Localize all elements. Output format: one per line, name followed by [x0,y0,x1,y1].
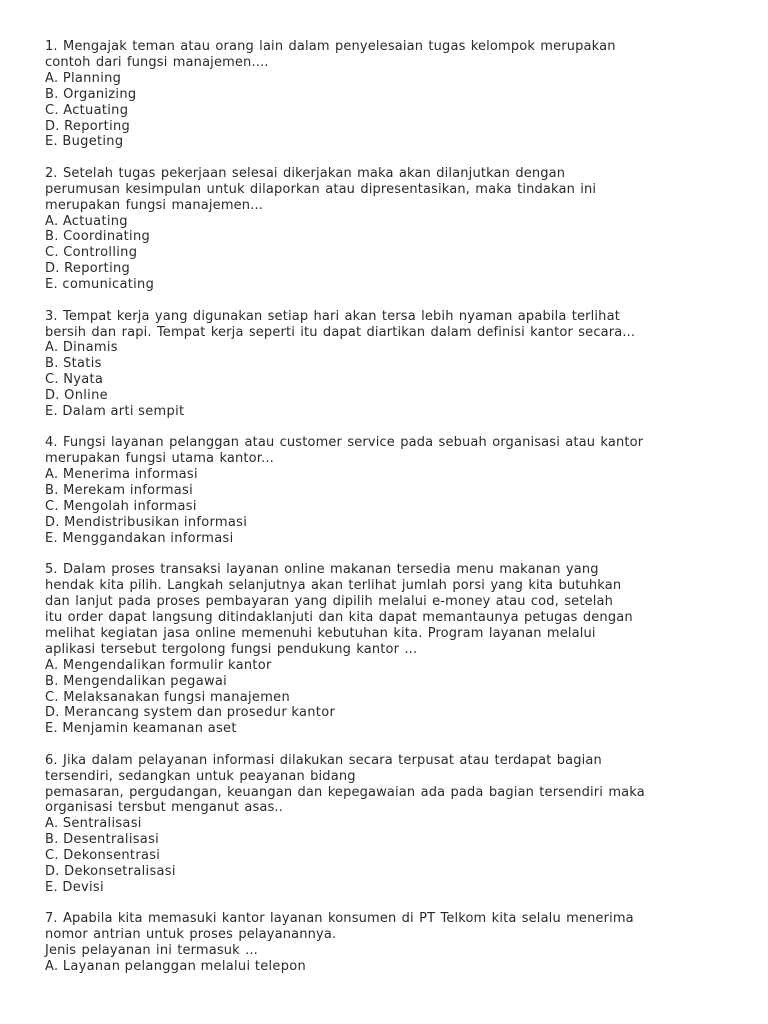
stem-line: contoh dari fungsi manajemen.... [45,54,269,70]
option-b: B. Merekam informasi [45,483,194,499]
option-a: A. Layanan pelanggan melalui telepon [45,959,307,975]
answer-options [45,816,723,896]
option-c: C. Mengolah informasi [45,499,197,515]
option-e: E. Dalam arti sempit [45,404,185,420]
question-7 [45,911,723,975]
question-stem [45,911,723,959]
option-a: A. Sentralisasi [45,816,142,832]
option-d: D. Merancang system dan prosedur kantor [45,705,336,721]
stem-line: bersih dan rapi. Tempat kerja seperti itu dapat diartikan dalam definisi kantor secara... [45,324,636,340]
answer-options [45,959,723,975]
stem-line: aplikasi tersebut tergolong fungsi pendukung kantor ... [45,641,418,657]
question-stem [45,753,723,817]
option-b: B. Organizing [45,86,137,102]
answer-options [45,340,723,420]
stem-line: nomor antrian untuk proses pelayanannya. [45,927,337,943]
stem-line: dan lanjut pada proses pembayaran yang dipilih melalui e-money atau cod, setelah [45,594,613,610]
option-d: D. Online [45,388,108,404]
answer-options [45,71,723,151]
option-d: D. Dekonsetralisasi [45,864,176,880]
option-e: E. Devisi [45,880,104,895]
stem-line: Jenis pelayanan ini termasuk ... [45,943,258,959]
stem-line: perumusan kesimpulan untuk dilaporkan atau dipresentasikan, maka tindakan ini [45,181,597,197]
question-6 [45,753,723,896]
option-c: C. Nyata [45,372,104,388]
stem-line: 6. Jika dalam pelayanan informasi dilakukan secara terpusat atau terdapat bagian [45,752,602,768]
stem-line: organisasi tersbut menganut asas.. [45,800,283,816]
stem-line: pemasaran, pergudangan, keuangan dan kepegawaian ada pada bagian tersendiri maka [45,784,645,800]
option-d: D. Mendistribusikan informasi [45,514,248,530]
stem-line: 4. Fungsi layanan pelanggan atau customer service pada sebuah organisasi atau kantor [45,435,644,451]
option-c: C. Controlling [45,245,138,261]
question-stem [45,39,723,71]
stem-line: merupakan fungsi manajemen... [45,197,264,213]
option-a: A. Actuating [45,213,128,229]
answer-options [45,658,723,738]
option-b: B. Statis [45,356,102,372]
question-5 [45,562,723,737]
stem-line: tersendiri, sedangkan untuk peayanan bidang [45,768,356,784]
option-d: D. Reporting [45,118,131,134]
question-stem [45,166,723,214]
option-a: A. Dinamis [45,340,118,356]
question-stem [45,562,723,657]
question-stem [45,309,723,341]
option-e: E. Bugeting [45,134,124,150]
option-d: D. Reporting [45,261,131,277]
question-4 [45,435,723,546]
stem-line: 2. Setelah tugas pekerjaan selesai dikerjakan maka akan dilanjutkan dengan [45,165,566,181]
stem-line: melihat kegiatan jasa online memenuhi kebutuhan kita. Program layanan melalui [45,625,596,641]
option-e: E. comunicating [45,277,155,293]
stem-line: merupakan fungsi utama kantor... [45,451,274,467]
option-a: A. Mengendalikan formulir kantor [45,657,272,673]
option-b: B. Desentralisasi [45,832,160,848]
option-c: C. Actuating [45,102,129,118]
option-b: B. Mengendalikan pegawai [45,673,228,689]
question-2 [45,166,723,293]
stem-line: itu order dapat langsung ditindaklanjuti dan kita dapat memantaunya petugas dengan [45,610,633,625]
stem-line: hendak kita pilih. Langkah selanjutnya akan terlihat jumlah porsi yang kita butuhkan [45,578,622,594]
stem-line: 5. Dalam proses transaksi layanan online makanan tersedia menu makanan yang [45,562,599,578]
answer-options [45,214,723,294]
stem-line: 1. Mengajak teman atau orang lain dalam penyelesaian tugas kelompok merupakan [45,39,616,54]
option-a: A. Planning [45,70,122,86]
stem-line: 7. Apabila kita memasuki kantor layanan konsumen di PT Telkom kita selalu menerima [45,911,634,927]
option-c: C. Melaksanakan fungsi manajemen [45,689,291,705]
option-a: A. Menerima informasi [45,467,198,483]
option-e: E. Menggandakan informasi [45,530,234,546]
question-stem [45,435,723,467]
answer-options [45,467,723,547]
stem-line: 3. Tempat kerja yang digunakan setiap hari akan tersa lebih nyaman apabila terlihat [45,308,620,324]
question-3 [45,309,723,420]
option-b: B. Coordinating [45,229,151,245]
option-e: E. Menjamin keamanan aset [45,721,237,737]
option-c: C. Dekonsentrasi [45,848,161,864]
question-1 [45,39,723,150]
